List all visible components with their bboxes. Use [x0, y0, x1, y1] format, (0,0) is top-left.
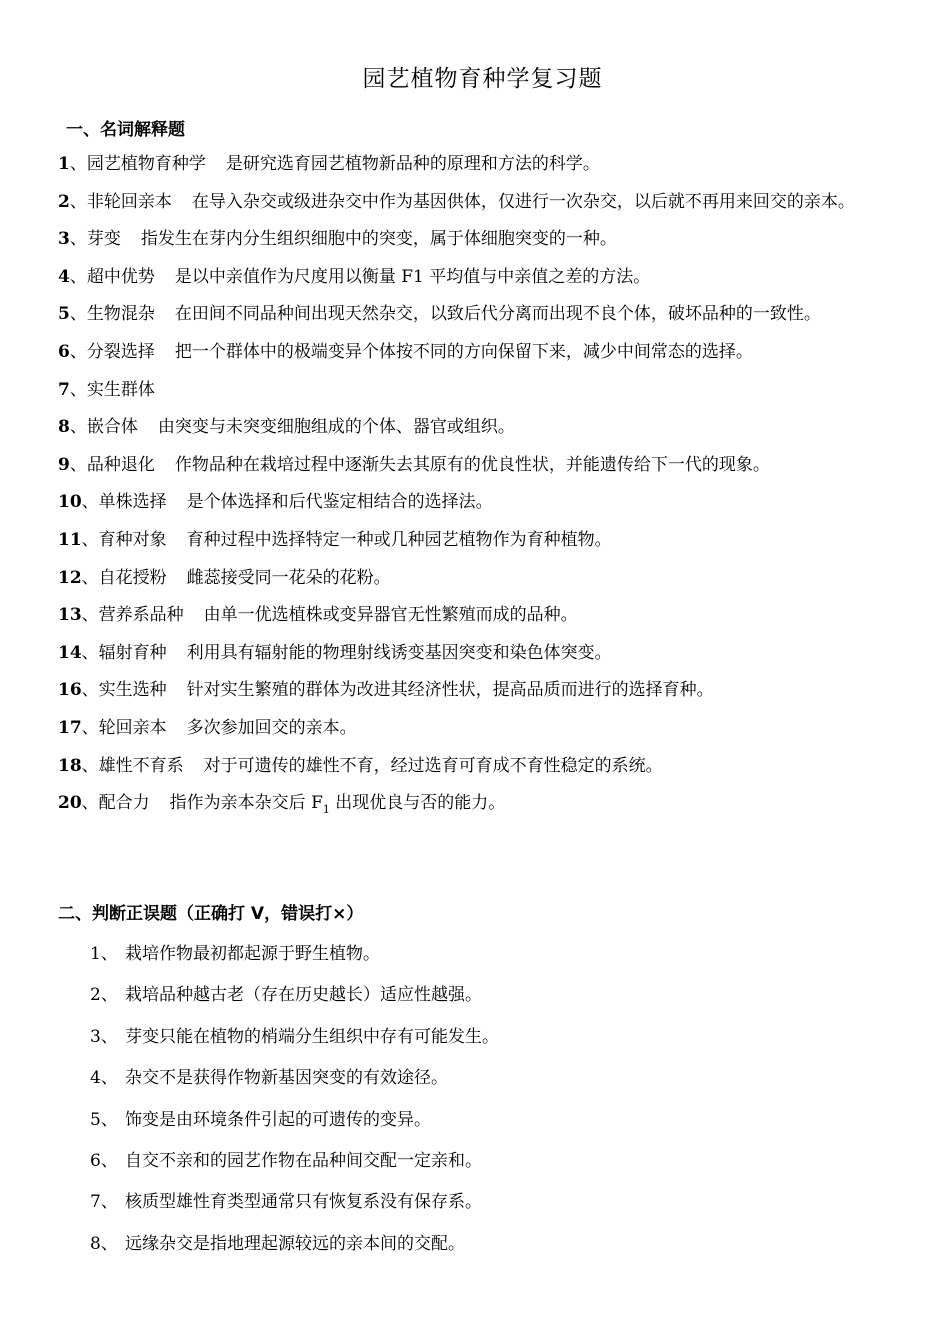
definition: 把一个群体中的极端变异个体按不同的方向保留下来，减少中间常态的选择。 [174, 341, 753, 362]
item-number: 3 [58, 229, 70, 250]
definition-item-10: 10、单株选择 是个体选择和后代鉴定相结合的选择法。 [58, 492, 493, 513]
statement: 远缘杂交是指地理起源较远的亲本间的交配。 [125, 1233, 465, 1254]
subscript: 1 [322, 803, 330, 817]
section-2-heading: 二、判断正误题（正确打 V，错误打×） [58, 904, 364, 924]
definition-item-5: 5、生物混杂 在田间不同品种间出现天然杂交，以致后代分离而出现不良个体，破坏品种的一致性。 [58, 304, 821, 325]
definition-item-16: 16、实生选种 针对实生繁殖的群体为改进其经济性状，提高品质而进行的选择育种。 [58, 680, 714, 701]
definition-item-13: 13、营养系品种 由单一优选植株或变异器官无性繁殖而成的品种。 [58, 605, 578, 626]
tf-item-3 [90, 1017, 890, 1058]
definition-item-18: 18、雄性不育系 对于可遗传的雄性不育，经过选育可育成不育性稳定的系统。 [58, 755, 663, 776]
tf-item-6 [90, 1141, 890, 1182]
definition-item-3: 3、芽变 指发生在芽内分生组织细胞中的突变，属于体细胞突变的一种。 [58, 229, 617, 250]
definition: 在导入杂交或级进杂交中作为基因供体，仅进行一次杂交，以后就不再用来回交的亲本。 [191, 191, 855, 212]
definition-item-14: 14、辐射育种 利用具有辐射能的物理射线诱变基因突变和染色体突变。 [58, 642, 612, 663]
definition: 是以中亲值作为尺度用以衡量 F1 平均值与中亲值之差的方法。 [174, 266, 651, 287]
term: 超中优势 [86, 266, 155, 287]
item-number: 17 [58, 717, 82, 738]
definition-part: 出现优良与否的能力。 [329, 793, 506, 814]
definition-item-12: 12、自花授粉 雌蕊接受同一花朵的花粉。 [58, 567, 391, 588]
term: 配合力 [98, 793, 150, 814]
item-number: 1 [58, 154, 70, 174]
item-number: 11 [58, 529, 82, 550]
definition: 是研究选育园艺植物新品种的原理和方法的科学。 [225, 154, 600, 174]
definition: 在田间不同品种间出现天然杂交，以致后代分离而出现不良个体，破坏品种的一致性。 [174, 304, 821, 325]
term: 单株选择 [98, 492, 167, 513]
term: 实生群体 [86, 379, 155, 400]
item-number: 12 [58, 567, 82, 588]
term: 品种退化 [86, 454, 155, 475]
definition: 由单一优选植株或变异器官无性繁殖而成的品种。 [203, 605, 578, 626]
term: 芽变 [86, 229, 121, 250]
item-number: 1、 [90, 944, 118, 964]
tf-item-4 [90, 1058, 890, 1099]
definition-item-1: 1、园艺植物育种学 是研究选育园艺植物新品种的原理和方法的科学。 [58, 154, 600, 174]
term: 分裂选择 [86, 341, 155, 362]
definition-item-17: 17、轮回亲本 多次参加回交的亲本。 [58, 717, 357, 738]
definition-item-20: 20、配合力 指作为亲本杂交后 $F_1$ 出现优良与否的能力。 [58, 793, 506, 817]
item-number: 18 [58, 755, 82, 776]
term: 营养系品种 [98, 605, 184, 626]
term: 轮回亲本 [98, 717, 167, 738]
definition [169, 793, 506, 817]
definition-item-7: 7、实生群体 [58, 379, 155, 400]
tf-item-5 [90, 1100, 890, 1141]
definition-item-2: 2、非轮回亲本 在导入杂交或级进杂交中作为基因供体，仅进行一次杂交，以后就不再用来回交的亲本。 [58, 191, 855, 212]
tf-item-2 [90, 975, 890, 1016]
item-number: 8 [58, 417, 70, 438]
item-number: 3、 [90, 1026, 118, 1047]
statement: 核质型雄性育类型通常只有恢复系没有保存系。 [125, 1192, 482, 1213]
item-number: 4 [58, 266, 70, 287]
definition: 多次参加回交的亲本。 [186, 717, 357, 738]
term: 雄性不育系 [98, 755, 184, 776]
definition: 作物品种在栽培过程中逐渐失去其原有的优良性状，并能遗传给下一代的现象。 [174, 454, 770, 475]
tf-item-1 [90, 934, 890, 975]
term: 园艺植物育种学 [86, 154, 206, 174]
item-number: 6 [58, 341, 70, 362]
definition: 是个体选择和后代鉴定相结合的选择法。 [186, 492, 493, 513]
item-number: 5 [58, 304, 70, 325]
definition: 针对实生繁殖的群体为改进其经济性状，提高品质而进行的选择育种。 [186, 680, 714, 701]
tf-item-8 [90, 1224, 890, 1265]
item-number: 5、 [90, 1109, 118, 1130]
item-number: 13 [58, 605, 82, 626]
term: 嵌合体 [86, 417, 138, 438]
definition-item-6: 6、分裂选择 把一个群体中的极端变异个体按不同的方向保留下来，减少中间常态的选择。 [58, 341, 753, 362]
definition-item-4: 4、超中优势 是以中亲值作为尺度用以衡量 F1 平均值与中亲值之差的方法。 [58, 266, 651, 287]
item-number: 7、 [90, 1192, 118, 1213]
item-number: 4、 [90, 1068, 118, 1089]
term: 非轮回亲本 [86, 191, 172, 212]
definition: 育种过程中选择特定一种或几种园艺植物作为育种植物。 [186, 529, 612, 550]
definition-item-11: 11、育种对象 育种过程中选择特定一种或几种园艺植物作为育种植物。 [58, 529, 612, 550]
item-number: 16 [58, 680, 82, 701]
definition: 由突变与未突变细胞组成的个体、器官或组织。 [157, 417, 515, 438]
tf-item-7 [90, 1182, 890, 1223]
section-1-heading: 一、名词解释题 [66, 120, 185, 140]
term: 生物混杂 [86, 304, 155, 325]
statement: 自交不亲和的园艺作物在品种间交配一定亲和。 [125, 1151, 482, 1172]
definition-item-9: 9、品种退化 作物品种在栽培过程中逐渐失去其原有的优良性状，并能遗传给下一代的现象。 [58, 454, 770, 475]
definition: 对于可遗传的雄性不育，经过选育可育成不育性稳定的系统。 [203, 755, 663, 776]
document-title: 园艺植物育种学复习题 [362, 66, 603, 92]
item-number: 2 [58, 191, 70, 212]
statement: 栽培品种越古老（存在历史越长）适应性越强。 [125, 985, 482, 1006]
term: 自花授粉 [98, 567, 167, 588]
term: 育种对象 [98, 529, 167, 550]
definition-part: 指作为亲本杂交后 F [169, 793, 323, 814]
term: 辐射育种 [98, 642, 167, 663]
definitions-list [58, 146, 898, 824]
item-number: 20 [58, 793, 82, 814]
statement: 杂交不是获得作物新基因突变的有效途径。 [125, 1068, 448, 1089]
statement: 栽培作物最初都起源于野生植物。 [125, 944, 380, 964]
item-number: 7 [58, 379, 70, 400]
item-number: 6、 [90, 1151, 118, 1172]
true-false-list [90, 934, 890, 1265]
item-number: 8、 [90, 1233, 118, 1254]
statement: 饰变是由环境条件引起的可遗传的变异。 [125, 1109, 431, 1130]
definition-item-8: 8、嵌合体 由突变与未突变细胞组成的个体、器官或组织。 [58, 417, 515, 438]
item-number: 10 [58, 492, 82, 513]
definition: 雌蕊接受同一花朵的花粉。 [186, 567, 391, 588]
item-number: 14 [58, 642, 82, 663]
item-number: 2、 [90, 985, 118, 1006]
statement: 芽变只能在植物的梢端分生组织中存有可能发生。 [125, 1026, 499, 1047]
item-number: 9 [58, 454, 70, 475]
definition: 指发生在芽内分生组织细胞中的突变，属于体细胞突变的一种。 [140, 229, 617, 250]
term: 实生选种 [98, 680, 167, 701]
definition: 利用具有辐射能的物理射线诱变基因突变和染色体突变。 [186, 642, 612, 663]
